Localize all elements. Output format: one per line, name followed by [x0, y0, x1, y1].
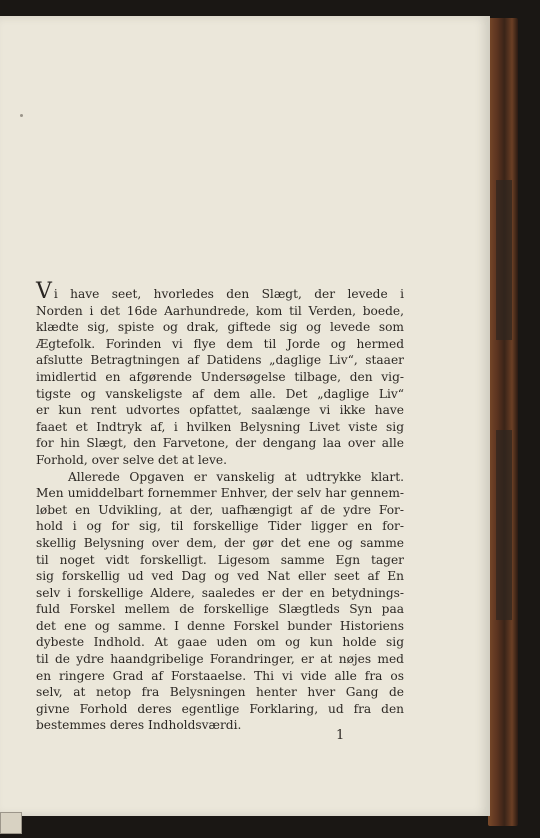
text-line: bestemmes deres Indholdsværdi.: [36, 718, 242, 733]
text-line: hold i og for sig, til forskellige Tider ligger en for-: [36, 519, 404, 534]
text-line: afslutte Betragtningen af Datidens „daglige Liv“, staaer: [36, 353, 404, 368]
text-line: Allerede Opgaven er vanskelig at udtrykke klart.: [68, 469, 404, 484]
text-line: Ægtefolk. Forinden vi flye dem til Jorde og hermed: [36, 336, 404, 351]
spine-wear-mark: [496, 430, 512, 620]
page-number: 1: [336, 728, 345, 743]
drop-cap: V: [36, 279, 52, 304]
text-line: klædte sig, spiste og drak, giftede sig og levede som: [36, 320, 404, 335]
book-spine: [488, 18, 518, 826]
paper-speck: [20, 114, 23, 117]
text-line: løbet en Udvikling, at der, uafhængigt af de ydre For-: [36, 502, 404, 517]
text-line: er kun rent udvortes opfattet, saalænge vi ikke have: [36, 403, 404, 418]
text-line: givne Forhold deres egentlige Forklaring, ud fra den: [36, 701, 404, 716]
text-line: dybeste Indhold. At gaae uden om og kun holde sig: [36, 635, 404, 650]
text-line: Men umiddelbart fornemmer Enhver, der selv har gennem-: [36, 486, 404, 501]
spine-wear-mark: [496, 180, 512, 340]
text-line: til noget vidt forskelligt. Ligesom samme Egn tager: [36, 552, 404, 567]
text-line: for hin Slægt, den Farvetone, der dengang laa over alle: [36, 436, 404, 451]
text-line: Norden i det 16de Aarhundrede, kom til Verden, boede,: [36, 303, 404, 318]
text-line: Vi have seet, hvorledes den Slægt, der levede i: [36, 279, 404, 304]
text-line: til de ydre haandgribelige Forandringer, er at nøjes med: [36, 652, 404, 667]
text-line: skellig Belysning over dem, der gør det ene og samme: [36, 535, 404, 550]
text-line: fuld Forskel mellem de forskellige Slægtleds Syn paa: [36, 602, 404, 617]
text-line: det ene og samme. I denne Forskel bunder Historiens: [36, 618, 404, 633]
text-line: tigste og vanskeligste af dem alle. Det „daglige Liv“: [36, 386, 404, 401]
text-line: en ringere Grad af Forstaaelse. Thi vi vide alle fra os: [36, 668, 404, 683]
body-text: [36, 279, 404, 734]
text-line: Forhold, over selve det at leve.: [36, 452, 227, 467]
text-line: selv i forskellige Aldere, saaledes er der en betydnings-: [36, 585, 404, 600]
text-line: sig forskellig ud ved Dag og ved Nat eller seet af En: [36, 569, 404, 584]
text-line: selv, at netop fra Belysningen henter hver Gang de: [36, 685, 404, 700]
corner-tab-icon: [0, 812, 22, 834]
text-line: imidlertid en afgørende Undersøgelse tilbage, den vig-: [36, 369, 404, 384]
text-line: faaet et Indtryk af, i hvilken Belysning Livet viste sig: [36, 419, 404, 434]
